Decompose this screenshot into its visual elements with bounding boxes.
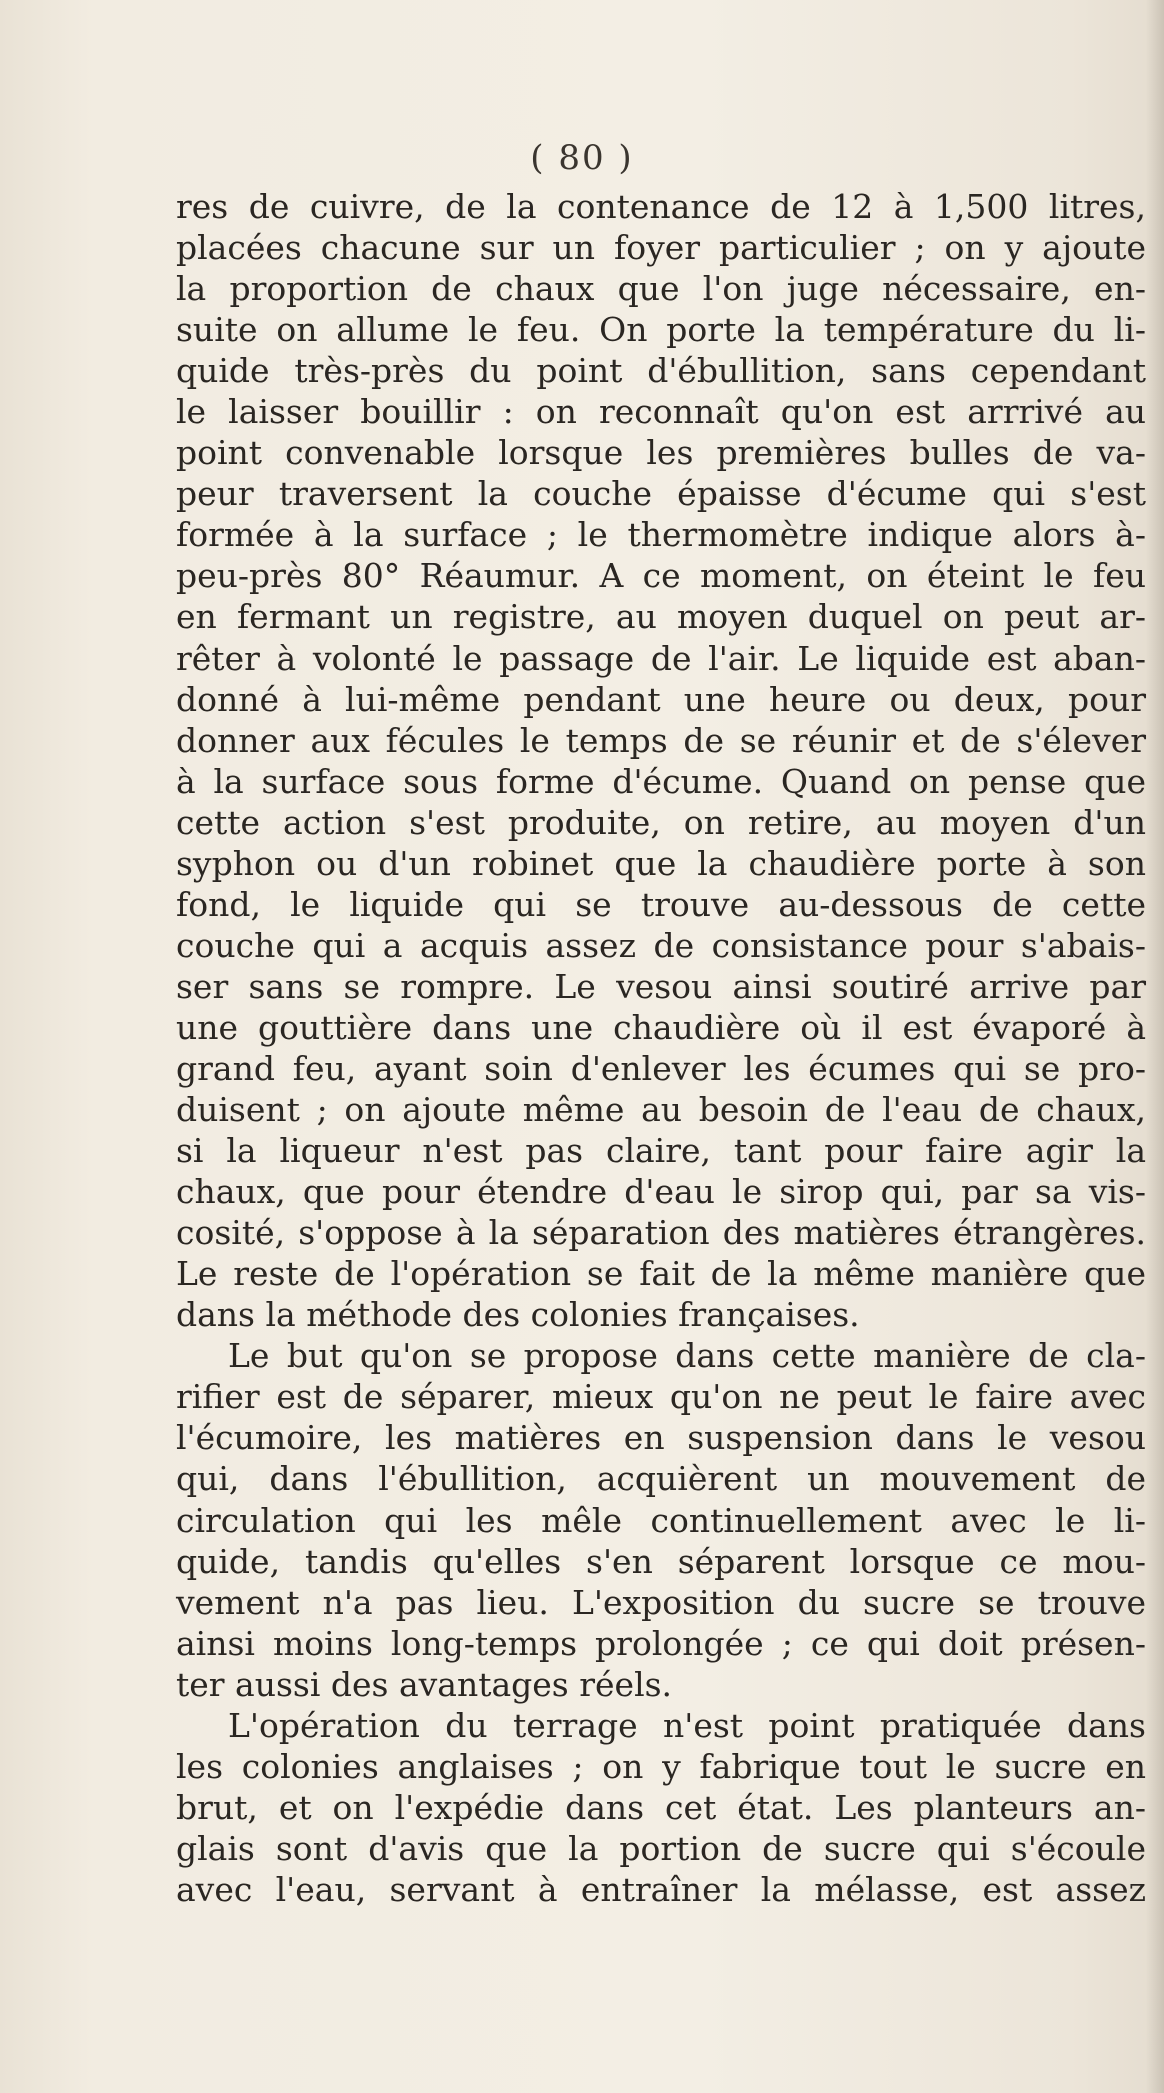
text-line: cette action s'est produite, on retire, au moyen d'un bbox=[176, 802, 1146, 842]
text-line: ainsi moins long-temps prolongée ; ce qui doit présen- bbox=[176, 1623, 1146, 1663]
text-line: la proportion de chaux que l'on juge nécessaire, en- bbox=[176, 269, 1146, 309]
text-line: quide, tandis qu'elles s'en séparent lorsque ce mou- bbox=[176, 1541, 1146, 1581]
text-line: circulation qui les mêle continuellement avec le li- bbox=[176, 1500, 1146, 1540]
text-line: donner aux fécules le temps de se réunir et de s'élever bbox=[176, 720, 1146, 760]
text-line: suite on allume le feu. On porte la température du li- bbox=[176, 310, 1146, 350]
text-line: glais sont d'avis que la portion de sucre qui s'écoule bbox=[176, 1828, 1146, 1868]
text-line: formée à la surface ; le thermomètre indique alors à- bbox=[176, 515, 1146, 555]
text-line: peu-près 80° Réaumur. A ce moment, on éteint le feu bbox=[176, 556, 1146, 596]
text-line: vement n'a pas lieu. L'exposition du sucre se trouve bbox=[176, 1582, 1146, 1622]
text-line: fond, le liquide qui se trouve au-dessous de cette bbox=[176, 884, 1146, 924]
text-line: si la liqueur n'est pas claire, tant pour faire agir la bbox=[176, 1131, 1146, 1171]
text-line: rifier est de séparer, mieux qu'on ne peut le faire avec bbox=[176, 1377, 1146, 1417]
text-line: les colonies anglaises ; on y fabrique tout le sucre en bbox=[176, 1746, 1146, 1786]
body-text bbox=[176, 186, 1146, 1910]
text-line: syphon ou d'un robinet que la chaudière porte à son bbox=[176, 843, 1146, 883]
text-line: avec l'eau, servant à entraîner la mélasse, est assez bbox=[176, 1869, 1146, 1909]
text-line: donné à lui-même pendant une heure ou deux, pour bbox=[176, 679, 1146, 719]
text-line: chaux, que pour étendre d'eau le sirop qui, par sa vis- bbox=[176, 1172, 1146, 1212]
text-line: le laisser bouillir : on reconnaît qu'on est arrrivé au bbox=[176, 392, 1146, 432]
text-line: placées chacune sur un foyer particulier ; on y ajoute bbox=[176, 228, 1146, 268]
page-number: ( 80 ) bbox=[530, 138, 634, 178]
text-line: à la surface sous forme d'écume. Quand on pense que bbox=[176, 761, 1146, 801]
text-line: quide très-près du point d'ébullition, sans cependant bbox=[176, 351, 1146, 391]
text-line: duisent ; on ajoute même au besoin de l'eau de chaux, bbox=[176, 1090, 1146, 1130]
text-line: Le reste de l'opération se fait de la même manière que bbox=[176, 1254, 1146, 1294]
text-line: cosité, s'oppose à la séparation des matières étrangères. bbox=[176, 1213, 1146, 1253]
text-line: point convenable lorsque les premières bulles de va- bbox=[176, 433, 1146, 473]
text-line: couche qui a acquis assez de consistance pour s'abais- bbox=[176, 925, 1146, 965]
text-line: grand feu, ayant soin d'enlever les écumes qui se pro- bbox=[176, 1048, 1146, 1088]
text-line: peur traversent la couche épaisse d'écume qui s'est bbox=[176, 474, 1146, 514]
paragraph-start-line: L'opération du terrage n'est point pratiquée dans bbox=[228, 1705, 1146, 1745]
text-line: rêter à volonté le passage de l'air. Le liquide est aban- bbox=[176, 638, 1146, 678]
text-line: ser sans se rompre. Le vesou ainsi soutiré arrive par bbox=[176, 966, 1146, 1006]
text-line: l'écumoire, les matières en suspension dans le vesou bbox=[176, 1418, 1146, 1458]
text-line: une gouttière dans une chaudière où il est évaporé à bbox=[176, 1007, 1146, 1047]
text-line: qui, dans l'ébullition, acquièrent un mouvement de bbox=[176, 1459, 1146, 1499]
text-line: en fermant un registre, au moyen duquel on peut ar- bbox=[176, 597, 1146, 637]
text-line: res de cuivre, de la contenance de 12 à 1,500 litres, bbox=[176, 187, 1146, 226]
paragraph-end-line: ter aussi des avantages réels. bbox=[176, 1664, 673, 1704]
text-line: brut, et on l'expédie dans cet état. Les planteurs an- bbox=[176, 1787, 1146, 1827]
paragraph-end-line: dans la méthode des colonies françaises. bbox=[176, 1295, 860, 1335]
paragraph-start-line: Le but qu'on se propose dans cette manière de cla- bbox=[228, 1336, 1146, 1376]
